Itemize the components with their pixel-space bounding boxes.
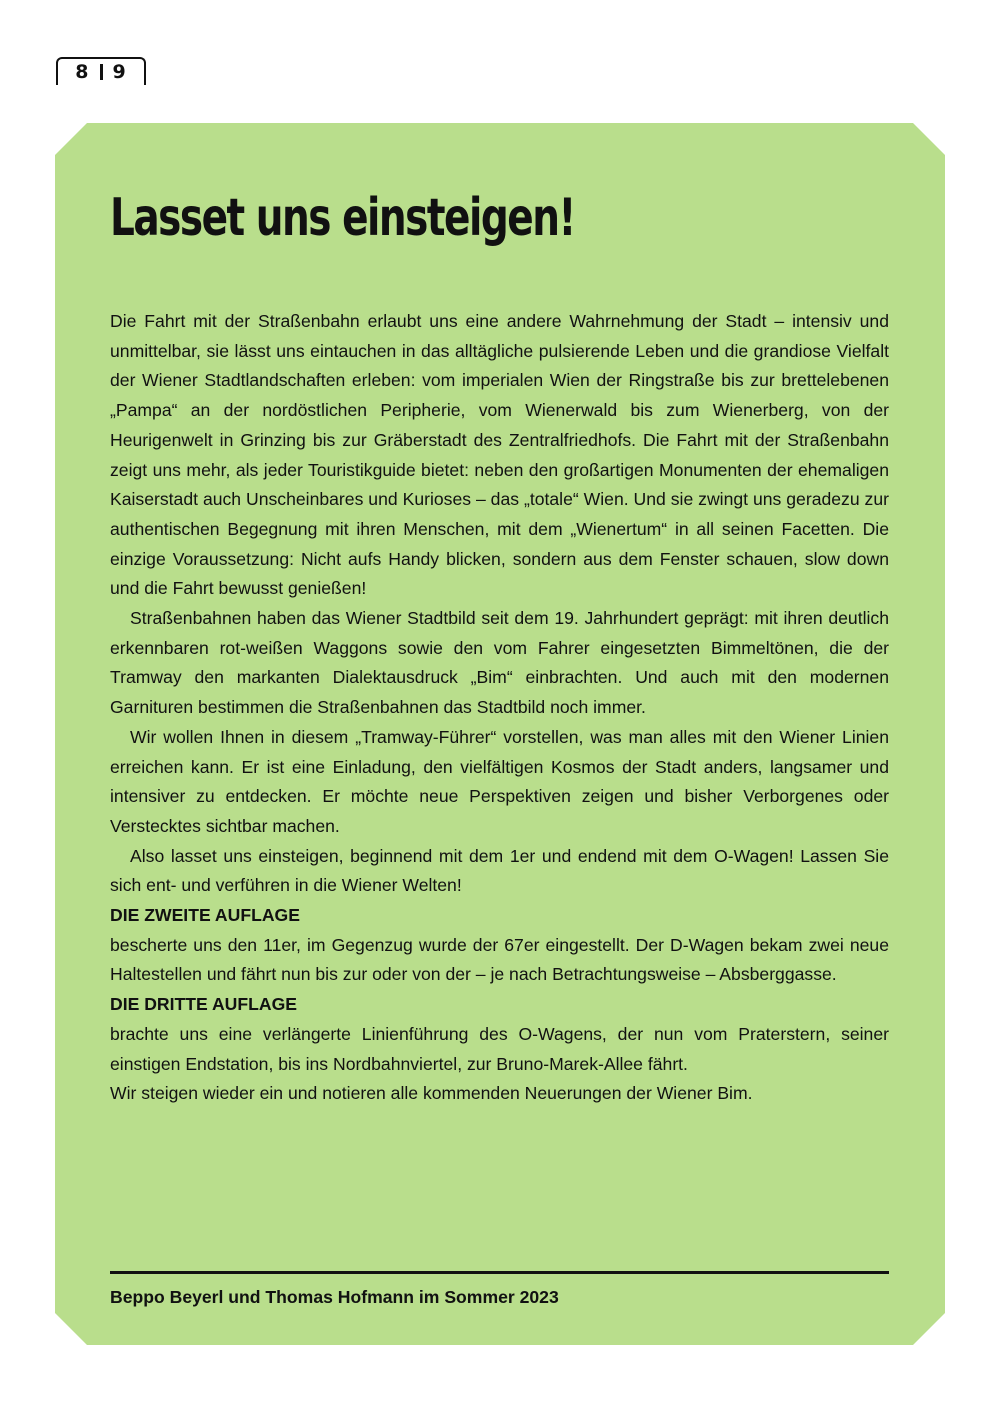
paragraph-intro: Die Fahrt mit der Straßenbahn erlaubt uns eine andere Wahrnehmung der Stadt – intensiv und unmittelbar, sie lässt uns eintauchen in das alltägliche pulsierende Leben und die grandiose Vielfalt der Wiener Stadtlandschaften erleben: vom imperialen Wien der Ringstraße bis zur brettelebenen „Pampa“ an der nordöstlichen Peripherie, vom Wienerwald bis zum Wienerberg, von der Heurigenwelt in Grinzing bis zur Gräberstadt des Zentralfriedhofs. Die Fahrt mit der Straßenbahn zeigt uns mehr, als jeder Touristikguide bietet: neben den großartigen Monumenten der ehemaligen Kaiserstadt auch Unscheinbares und Kurioses – das „totale“ Wien. Und sie zwingt uns geradezu zur authentischen Begegnung mit ihren Menschen, mit dem „Wienertum“ in all seinen Facetten. Die einzige Voraussetzung: Nicht aufs Handy blicken, sondern aus dem Fenster schauen, slow down und die Fahrt bewusst genießen! — [110, 311, 889, 599]
page-number-tab — [56, 57, 146, 85]
page-number-left: 8 — [75, 61, 90, 83]
paragraph-invitation: Also lasset uns einsteigen, beginnend mit dem 1er und endend mit dem O-Wagen! Lassen Sie sich ent- und verführen in die Wiener Welten! — [110, 845, 889, 896]
section-text-second-edition: bescherte uns den 11er, im Gegenzug wurde der 67er eingestellt. Der D-Wagen bekam zwei neue Haltestellen und fährt nun bis zur oder von der – je nach Betrachtungsweise – Absberggasse. — [110, 934, 889, 985]
page-number-separator — [100, 64, 103, 80]
body-text — [110, 307, 889, 1109]
section-text-third-edition-closing: Wir steigen wieder ein und notieren alle kommenden Neuerungen der Wiener Bim. — [110, 1083, 753, 1104]
section-text-third-edition: brachte uns eine verlängerte Linienführung des O-Wagens, der nun vom Praterstern, seiner einstigen Endstation, bis ins Nordbahnviertel, zur Bruno-Marek-Allee fährt. — [110, 1023, 889, 1074]
section-heading-second-edition: DIE ZWEITE AUFLAGE — [110, 905, 300, 926]
page-title: Lasset uns einsteigen! — [110, 188, 575, 248]
author-signature: Beppo Beyerl und Thomas Hofmann im Sommer 2023 — [110, 1287, 559, 1307]
paragraph-history: Straßenbahnen haben das Wiener Stadtbild seit dem 19. Jahrhundert geprägt: mit ihren deutlich erkennbaren rot-weißen Waggons sowie den vom Fahrer eingesetzten Bimmeltönen, die der Tramway den markanten Dialektausdruck „Bim“ einbrachten. Und auch mit den modernen Garnituren bestimmen die Straßenbahnen das Stadtbild noch immer. — [110, 608, 889, 718]
page-number-right: 9 — [112, 61, 127, 83]
signature-divider — [110, 1271, 889, 1274]
paragraph-guide: Wir wollen Ihnen in diesem „Tramway-Führer“ vorstellen, was man alles mit den Wiener Linien erreichen kann. Er ist eine Einladung, den vielfältigen Kosmos der Stadt anders, langsamer und intensiver zu entdecken. Er möchte neue Perspektiven zeigen und bisher Verborgenes oder Verstecktes sichtbar machen. — [110, 726, 889, 836]
section-heading-third-edition: DIE DRITTE AUFLAGE — [110, 994, 298, 1015]
